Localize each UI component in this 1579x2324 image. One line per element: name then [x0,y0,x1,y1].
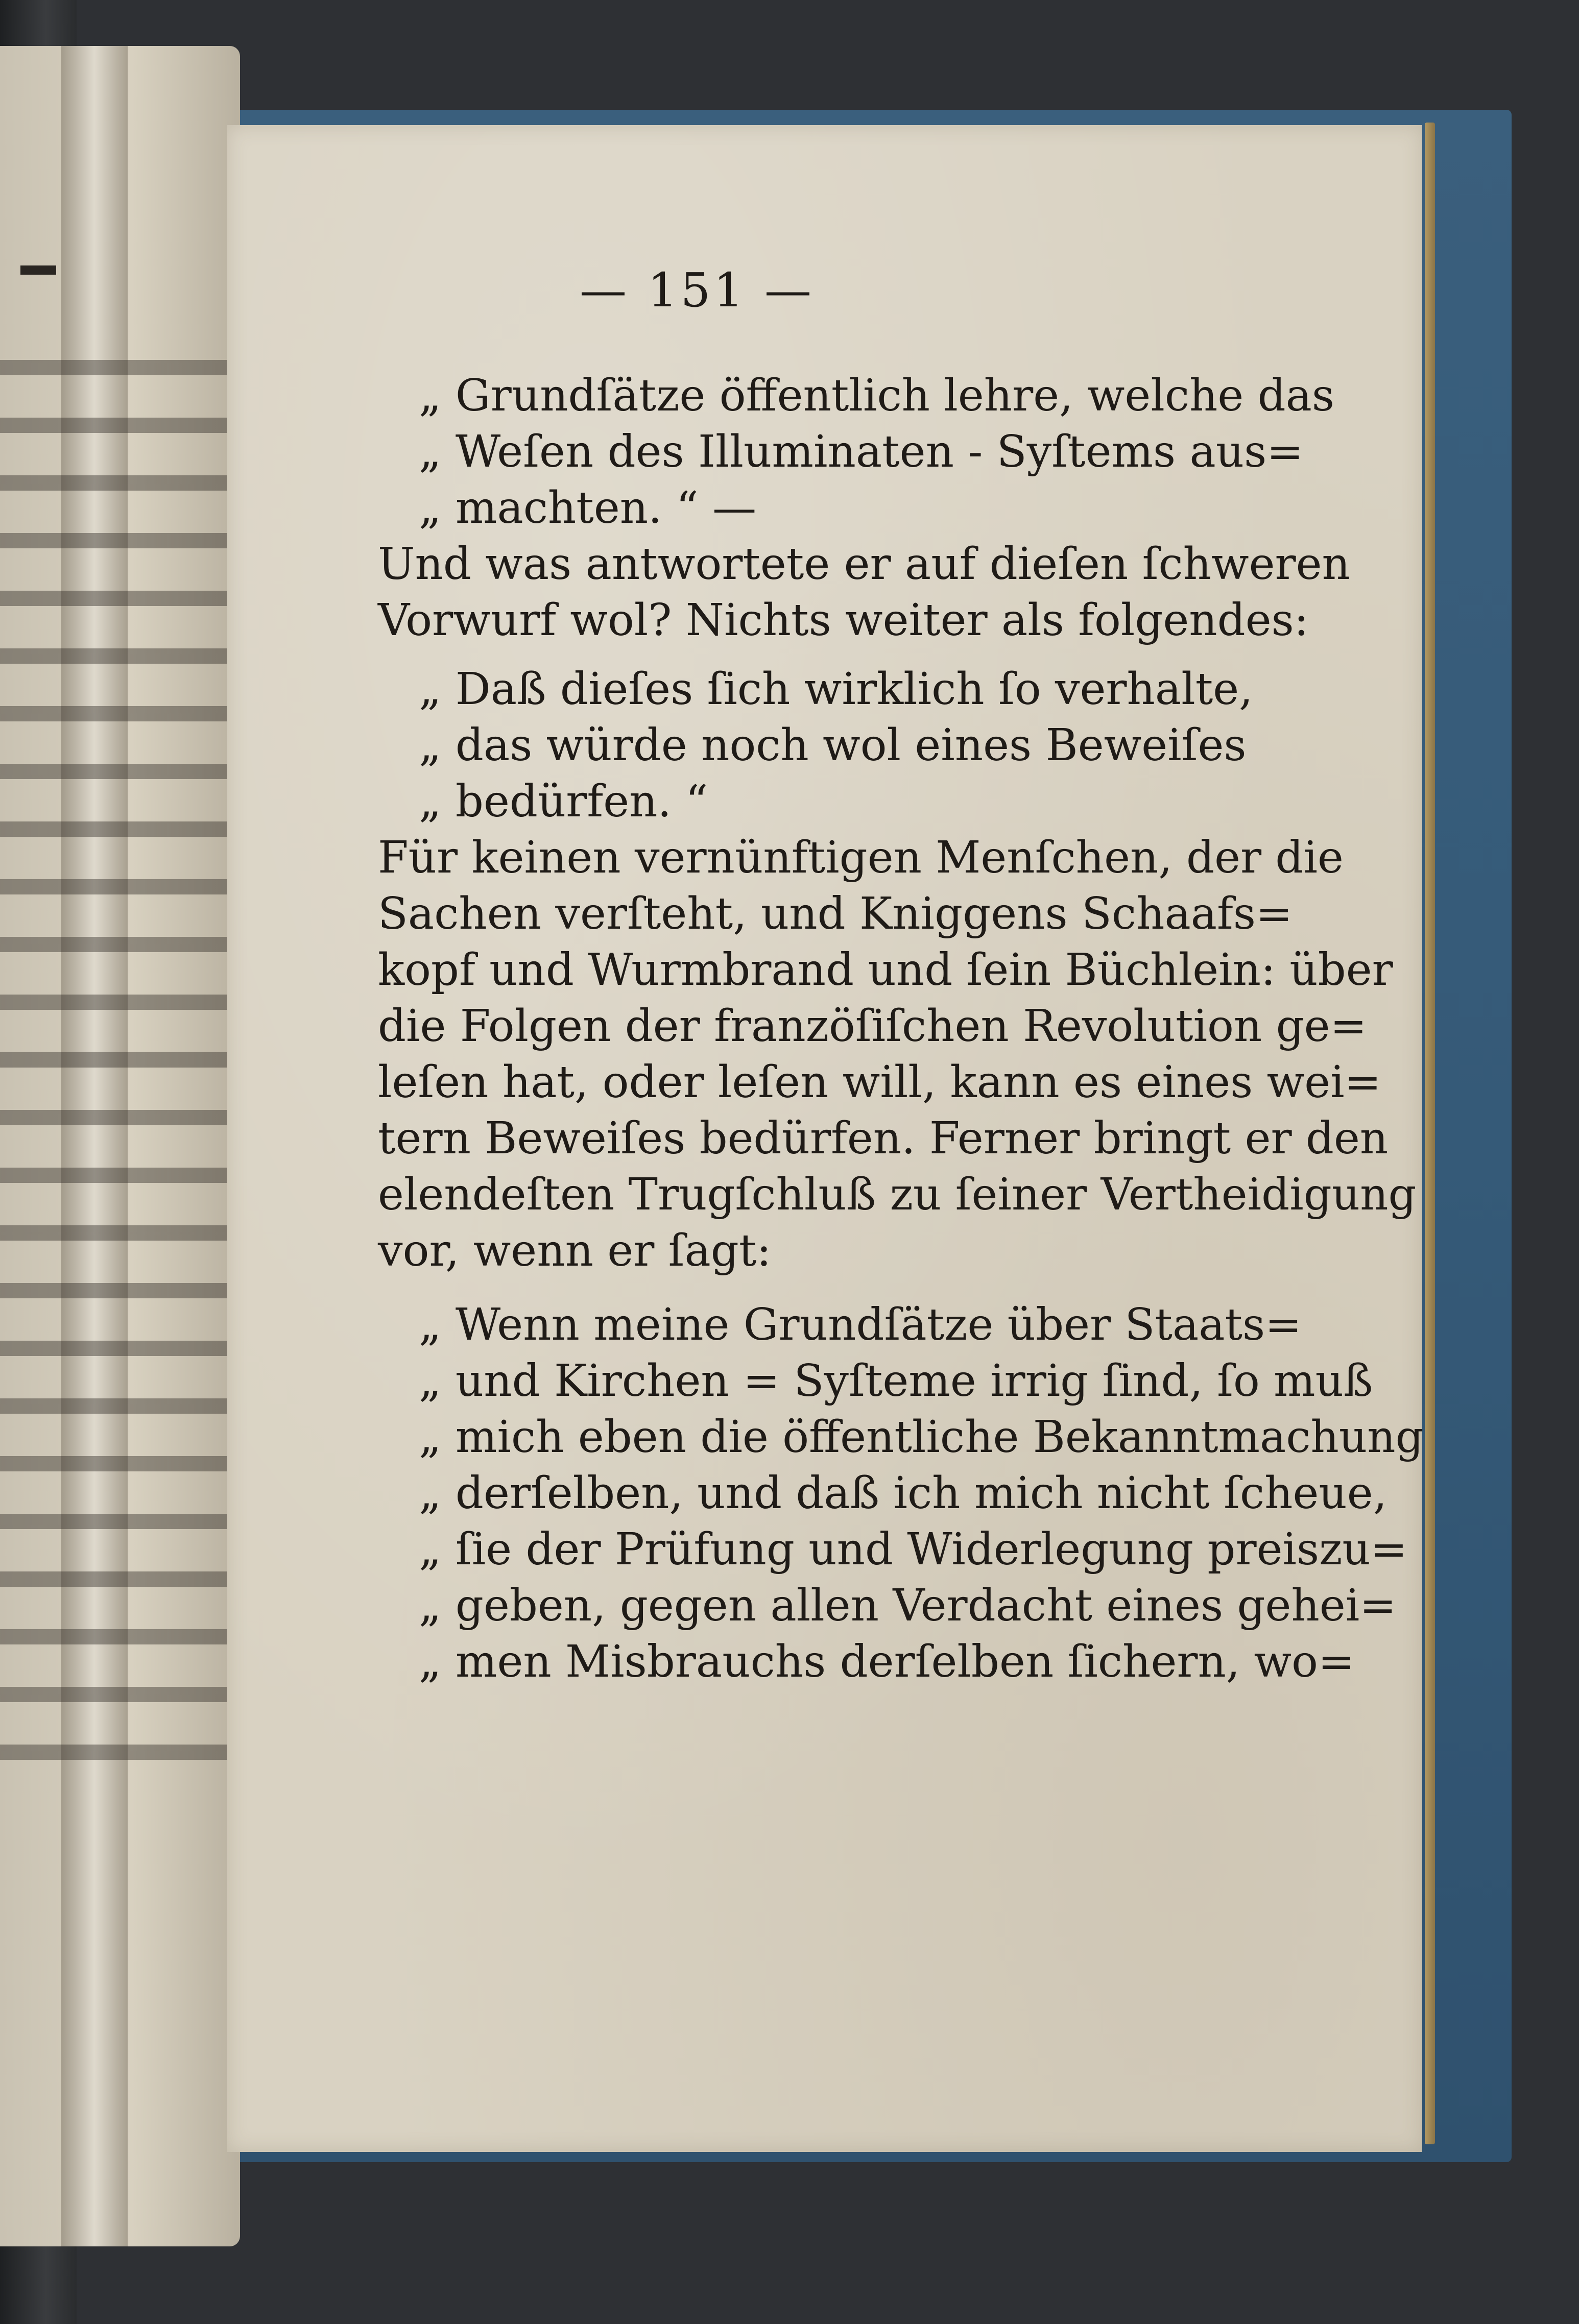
text-line: elendeſten Trugſchluß zu ſeiner Vertheidigung [378,1169,1417,1220]
text-line: „ ſie der Prüfung und Widerlegung preiszu= [419,1524,1407,1575]
text-line: Und was antwortete er auf dieſen ſchweren [378,539,1350,590]
text-line: leſen hat, oder leſen will, kann es eines wei= [378,1057,1381,1108]
text-line: „ mich eben die öffentliche Bekanntmachung [419,1412,1424,1463]
text-line: „ und Kirchen = Syſteme irrig ſind, ſo muß [419,1355,1373,1407]
facing-page-left [0,46,240,2246]
facing-page-text-lines [0,332,240,1761]
facing-page-header-dash [20,265,56,275]
text-line: „ Wenn meine Grundſätze über Staats= [419,1299,1302,1350]
text-line: „ das würde noch wol eines Beweiſes [419,720,1247,771]
text-line: vor, wenn er ſagt: [378,1225,772,1276]
text-line: Sachen verſteht, und Kniggens Schaafs= [378,888,1293,939]
text-line: „ Daß dieſes ſich wirklich ſo verhalte, [419,664,1253,715]
text-line: „ Grundſätze öffentlich lehre, welche das [419,370,1335,421]
text-line: „ derſelben, und daß ich mich nicht ſcheue, [419,1468,1387,1519]
text-line: „ men Misbrauchs derſelben ſichern, wo= [419,1636,1355,1687]
text-line: die Folgen der franzöſiſchen Revolution ge= [378,1001,1367,1052]
book-page [227,125,1422,2152]
text-line: „ bedürfen. “ [419,776,708,827]
text-line: Vorwurf wol? Nichts weiter als folgendes: [378,595,1309,646]
text-line: „ machten. “ — [419,482,757,534]
text-line: Für keinen vernünftigen Menſchen, der die [378,832,1344,883]
text-line: kopf und Wurmbrand und ſein Büchlein: über [378,945,1393,996]
text-line: „ geben, gegen allen Verdacht eines gehei= [419,1580,1397,1631]
text-line: tern Beweiſes bedürfen. Ferner bringt er den [378,1113,1389,1164]
text-line: „ Weſen des Illuminaten - Syſtems aus= [419,426,1304,477]
page-edge [1425,123,1435,2144]
page-number: — 151 — [579,263,815,318]
